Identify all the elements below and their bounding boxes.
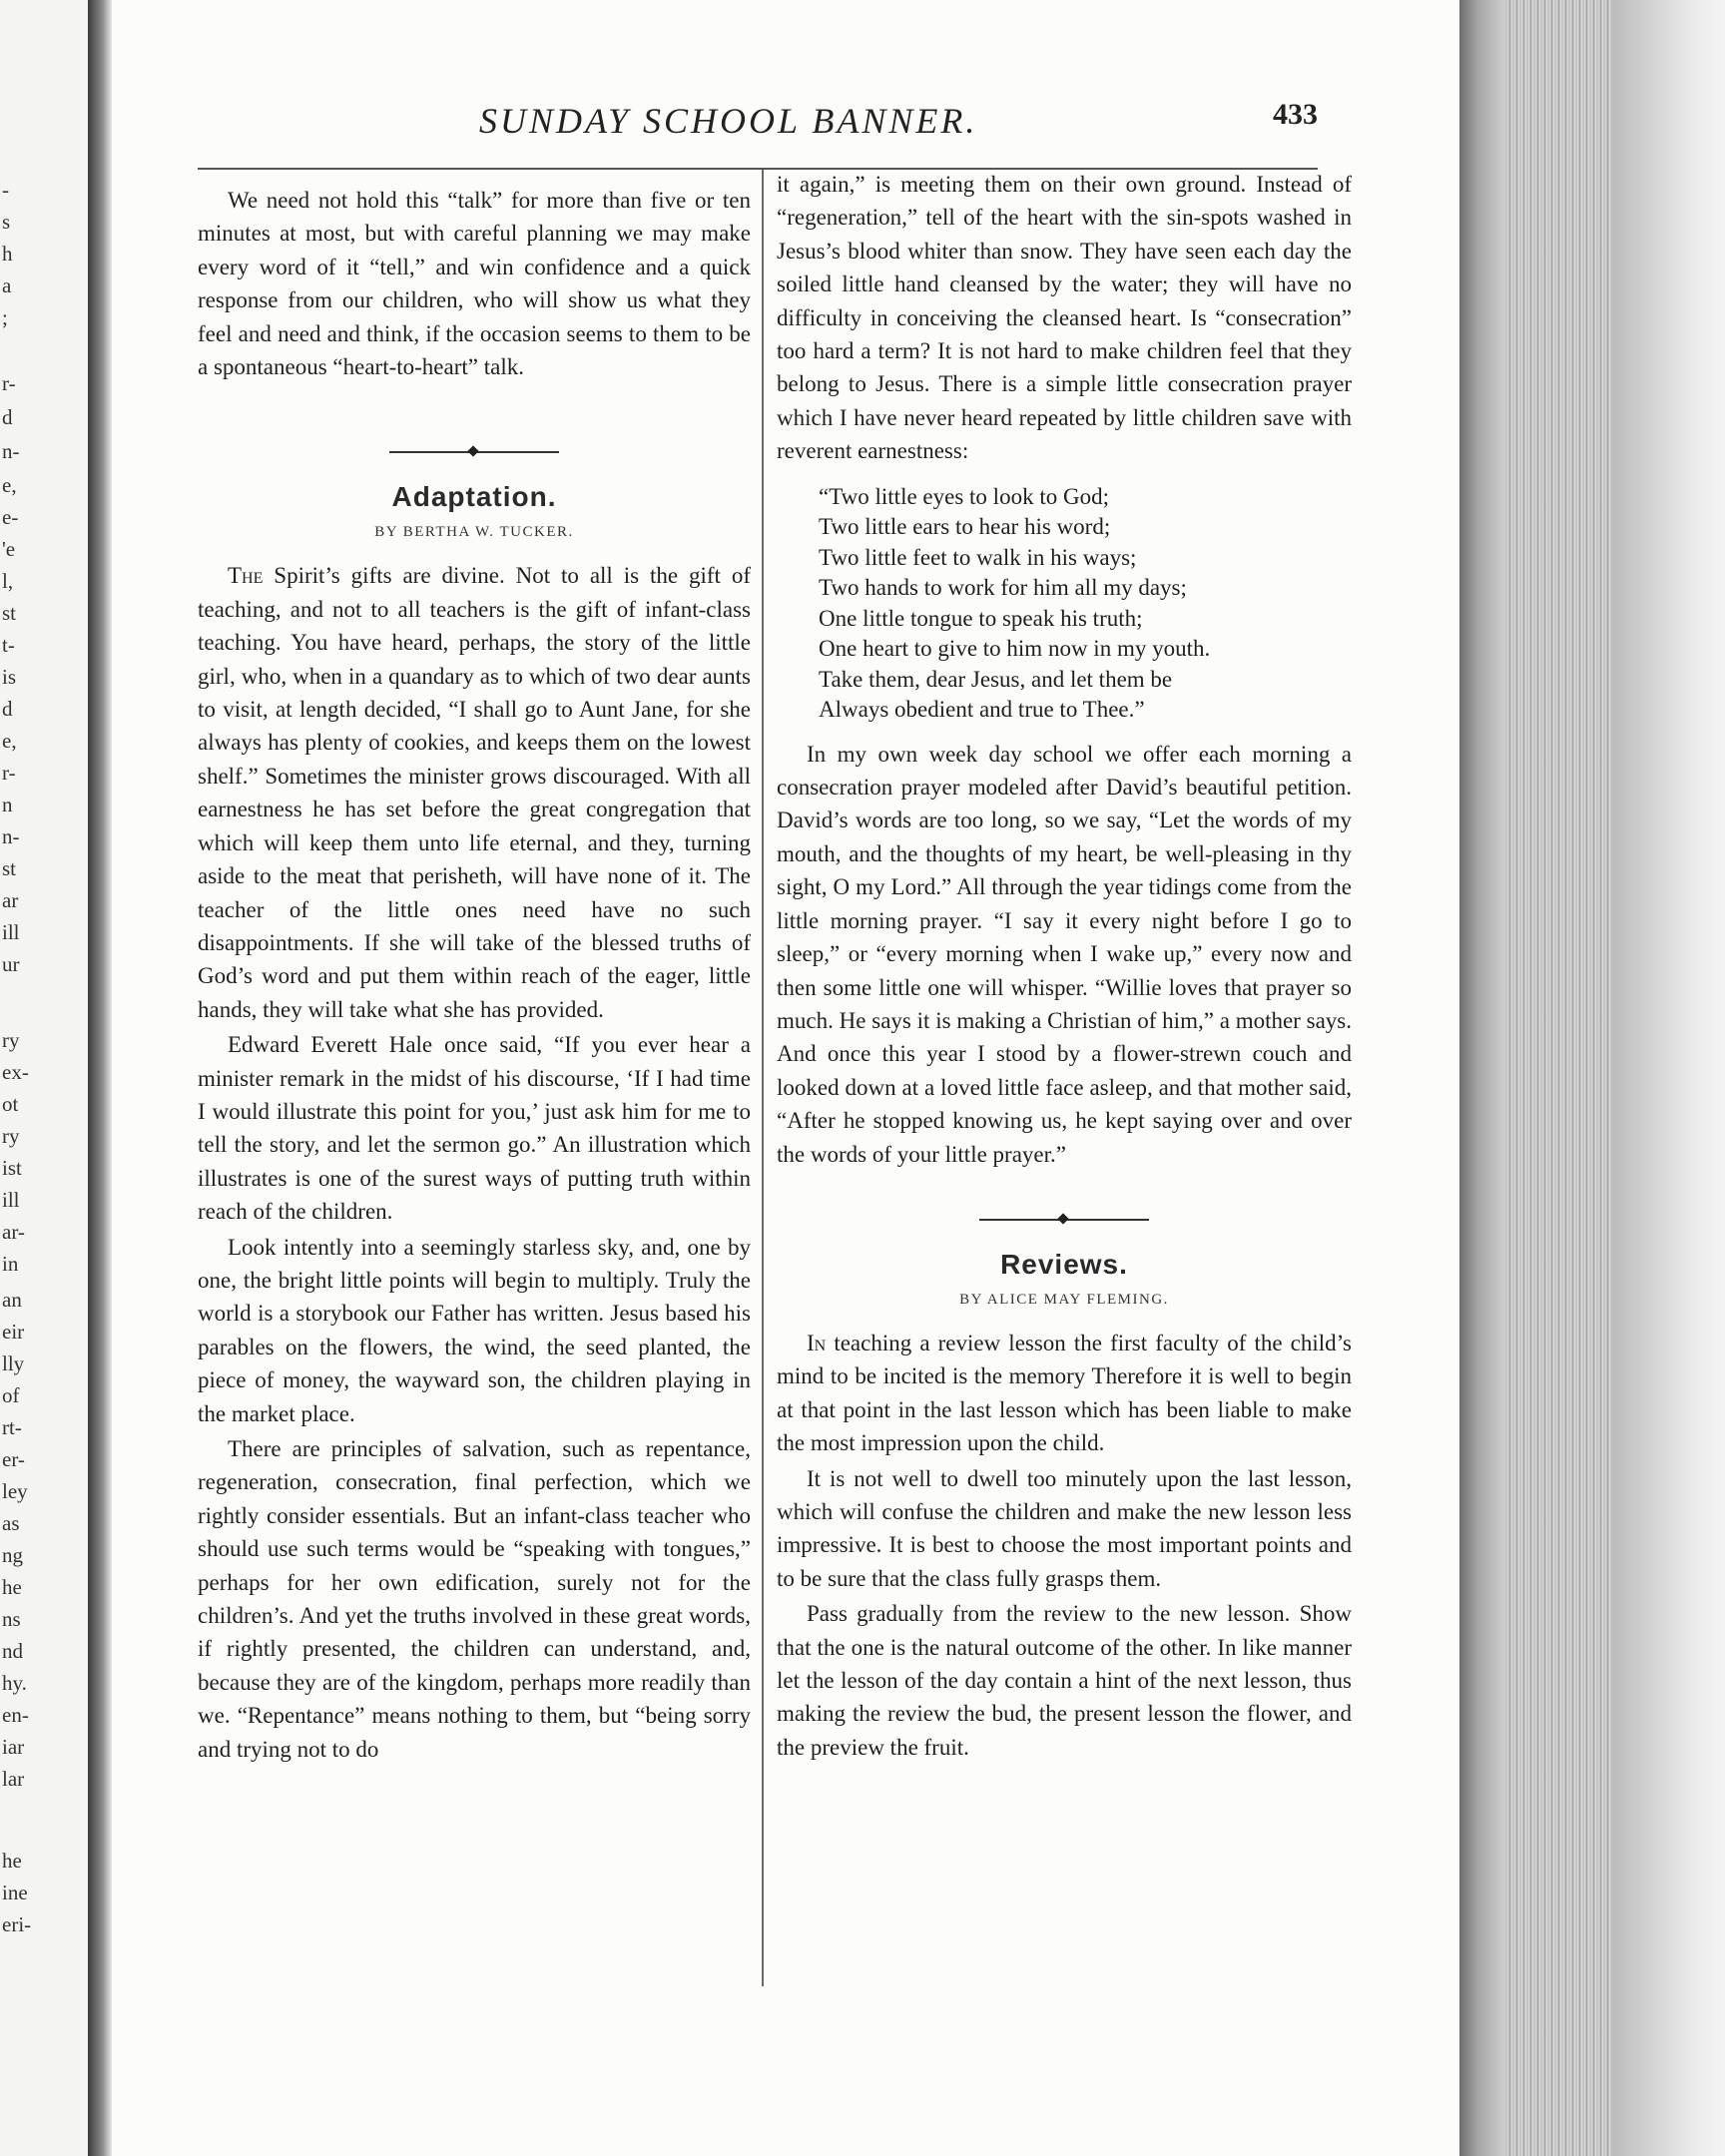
facing-page-fragment: iar xyxy=(2,1735,25,1759)
book-page-edges-shadow xyxy=(1459,0,1505,2156)
facing-page-fragment: r- xyxy=(2,371,16,395)
facing-page-fragment: ry xyxy=(2,1028,20,1052)
drop-word: In xyxy=(807,1330,827,1355)
facing-page-fragment: ns xyxy=(2,1607,21,1631)
facing-page-fragment: he xyxy=(2,1849,22,1873)
facing-page-fragment: ; xyxy=(2,305,8,329)
facing-page-fragment: st xyxy=(2,601,17,625)
facing-page-fragment: r- xyxy=(2,761,16,785)
body-paragraph: It is not well to dwell too minutely upon the last lesson, which will confuse the children and make the new lesson less impressive. It is best to choose the most important points and to be sure that the class fully grasps them. xyxy=(777,1465,1352,1591)
facing-page-fragment: e, xyxy=(2,729,17,753)
left-column xyxy=(198,184,751,1766)
facing-page-fragment: ng xyxy=(2,1543,23,1567)
facing-page-fragment: n- xyxy=(2,824,20,848)
poem-line: “Two little eyes to look to God; xyxy=(819,483,1109,509)
facing-page-fragment: ry xyxy=(2,1124,20,1148)
facing-page-fragment: ur xyxy=(2,952,20,976)
facing-page-fragment: ill xyxy=(2,920,20,944)
facing-page-fragment: he xyxy=(2,1575,22,1599)
poem-line: Take them, dear Jesus, and let them be xyxy=(819,666,1173,692)
facing-page-fragment: eri- xyxy=(2,1912,32,1936)
body-paragraph: Edward Everett Hale once said, “If you ever hear a minister remark in the midst of his discourse, ‘If I had time I would illustrate this point for you,’ just ask him for me to tell the story, and let the sermon go.” An illustration which illustrates is one of the surest ways of putting truth within reach of the children. xyxy=(198,1032,751,1225)
body-paragraph: In teaching a review lesson the first faculty of the child’s mind to be incited is the memory Therefore it is well to begin at that point in the last lesson which has been liable to make the most impression upon the child. xyxy=(777,1330,1352,1456)
facing-page-fragment: e- xyxy=(2,505,19,529)
facing-page-fragment: of xyxy=(2,1383,20,1407)
facing-page-fragment: ar xyxy=(2,888,19,912)
facing-page-fragment: ill xyxy=(2,1188,20,1212)
facing-page-fragment: an xyxy=(2,1288,22,1312)
facing-page-fragment: in xyxy=(2,1252,19,1276)
book-gutter xyxy=(88,0,112,2156)
facing-page-fragment: 'e xyxy=(2,537,16,561)
poem-line: Two hands to work for him all my days; xyxy=(819,575,1187,601)
article-title-adaptation: Adaptation. xyxy=(391,481,557,513)
facing-page-fragment: d xyxy=(2,697,13,721)
consecration-prayer-poem xyxy=(819,482,1352,726)
facing-page-fragment: st xyxy=(2,856,17,880)
poem-line: Always obedient and true to Thee.” xyxy=(819,697,1145,723)
body-paragraph: There are principles of salvation, such as repentance, regeneration, consecration, final perfection, which we rightly consider essentials. But an infant-class teacher who should use such terms would be “speaking with tongues,” perhaps for her own edification, surely not for the children’s. And yet the truths involved in these great words, if rightly presented, the children can understand, and, because they are of the kingdom, perhaps more readily than we. “Repentance” means nothing to them, but “being sorry and trying not to do xyxy=(198,1436,751,1762)
section-ornament xyxy=(979,1213,1149,1227)
facing-page-fragment: en- xyxy=(2,1703,29,1727)
facing-page-fragment: n xyxy=(2,793,13,816)
poem-line: Two little ears to hear his word; xyxy=(819,514,1111,540)
facing-page-fragment: n- xyxy=(2,439,20,463)
article-byline-adaptation: BY BERTHA W. TUCKER. xyxy=(374,524,574,541)
facing-page-fragment: d xyxy=(2,405,13,429)
facing-page-fragment: nd xyxy=(2,1639,23,1663)
book-page-edges-highlight xyxy=(1612,0,1725,2156)
body-paragraph: Pass gradually from the review to the new lesson. Show that the one is the natural outcome of the other. In like manner let the lesson of the day contain a hint of the next lesson, thus making the review the bud, the present lesson the flower, and the preview the fruit. xyxy=(777,1601,1352,1760)
column-divider xyxy=(762,170,764,1986)
facing-page-fragment: ine xyxy=(2,1881,28,1904)
facing-page-fragment: ar- xyxy=(2,1220,25,1244)
facing-page-fragment: eir xyxy=(2,1320,25,1344)
body-paragraph: The Spirit’s gifts are divine. Not to all is the gift of teaching, and not to all teachers is the gift of infant-class teaching. You have heard, perhaps, the story of the little girl, who, when in a quandary as to which of two dear aunts to visit, at length decided, “I shall go to Aunt Jane, for she always has plenty of cookies, and keeps them on the lowest shelf.” Sometimes the minister grows discouraged. With all earnestness he has set before the great congregation that which will keep them unto life eternal, and they, turning aside to the meat that perisheth, will have none of it. The teacher of the little ones need have no such disappointments. If she will take of the blessed truths of God’s word and put them within reach of the eager, little hands, they will take what she has provided. xyxy=(198,563,751,1022)
section-ornament xyxy=(389,445,559,459)
facing-page-fragment: as xyxy=(2,1511,20,1535)
poem-line: One little tongue to speak his truth; xyxy=(819,605,1143,631)
continued-paragraph: it again,” is meeting them on their own ground. Instead of “regeneration,” tell of the heart with the sin-spots washed in Jesus’s blood whiter than snow. They have seen each day the soiled little hand cleansed by the water; they will have no difficulty in conceiving the cleansed heart. Is “consecration” too hard a term? It is not hard to make children feel that they belong to Jesus. There is a simple little consecration prayer which I have never heard repeated by little children save with reverent earnestness: xyxy=(777,172,1352,464)
article-title-reviews: Reviews. xyxy=(1000,1248,1128,1280)
article-byline-reviews: BY ALICE MAY FLEMING. xyxy=(959,1291,1169,1308)
facing-page-fragment: lar xyxy=(2,1767,25,1791)
poem-line: Two little feet to walk in his ways; xyxy=(819,544,1137,570)
facing-page-fragment: is xyxy=(2,665,17,689)
right-column xyxy=(777,168,1352,1764)
facing-page-fragment: a xyxy=(2,273,12,297)
facing-page-edge xyxy=(0,0,88,2156)
facing-page-fragment: h xyxy=(2,242,13,266)
facing-page-fragment: s xyxy=(2,210,11,234)
facing-page-fragment: ot xyxy=(2,1092,19,1116)
facing-page-fragment: hy. xyxy=(2,1671,27,1695)
facing-page-fragment: l, xyxy=(2,569,14,593)
facing-page-fragment: - xyxy=(2,178,9,202)
page-number: 433 xyxy=(1273,98,1318,131)
facing-page-fragment: ley xyxy=(2,1479,28,1503)
facing-page-fragment: er- xyxy=(2,1447,25,1471)
facing-page-fragment: lly xyxy=(2,1351,25,1375)
body-paragraph: Look intently into a seemingly starless sky, and, one by one, the bright little points will begin to multiply. Truly the world is a storybook our Father has written. Jesus based his parables on the flowers, the wind, the seed planted, the piece of money, the wayward son, the children playing in the market place. xyxy=(198,1234,751,1426)
body-paragraph: In my own week day school we offer each morning a consecration prayer modeled after David’s beautiful petition. David’s words are too long, so we say, “Let the words of my mouth, and the thoughts of my heart, be well-pleasing in thy sight, O my Lord.” All through the year tidings come from the little morning prayer. “I say it every night before I go to sleep,” or “every morning when I wake up,” every now and then some little one will whisper. “Willie loves that prayer so much. He says it is making a Christian of him,” a mother says. And once this year I stood by a flower-strewn couch and looked down at a loved little face asleep, and that mother said, “After he stopped knowing us, he kept saying over and over the words of your little prayer.” xyxy=(777,741,1352,1167)
drop-word: The xyxy=(228,563,264,589)
intro-paragraph: We need not hold this “talk” for more than five or ten minutes at most, but with careful planning we may make every word of it “tell,” and win confidence and a quick response from our children, who will show us what they feel and need and think, if the occasion seems to them to be a spontaneous “heart-to-heart” talk. xyxy=(198,188,751,380)
facing-page-fragment: ist xyxy=(2,1156,22,1180)
poem-line: One heart to give to him now in my youth. xyxy=(819,636,1211,662)
facing-page-fragment: e, xyxy=(2,473,17,497)
facing-page-fragment: rt- xyxy=(2,1415,22,1439)
facing-page-fragment: ex- xyxy=(2,1060,29,1084)
running-head: SUNDAY SCHOOL BANNER. xyxy=(479,101,978,141)
facing-page-fragment: t- xyxy=(2,633,15,657)
